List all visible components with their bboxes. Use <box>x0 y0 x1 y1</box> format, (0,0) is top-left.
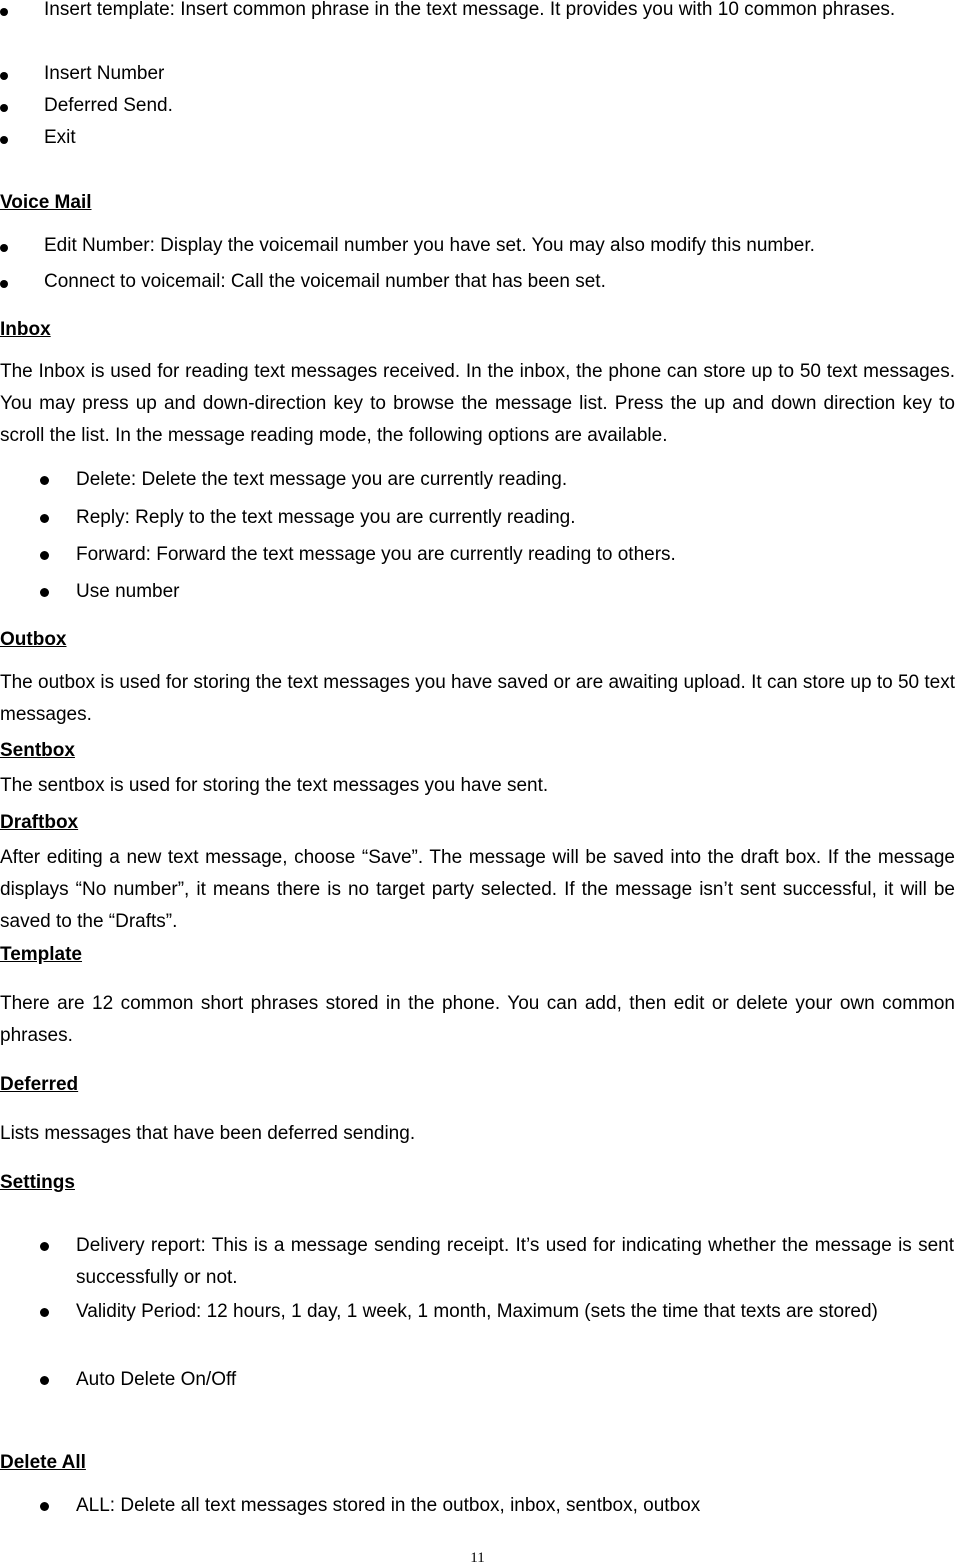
section-heading-voice-mail: Voice Mail <box>0 192 92 213</box>
bullet <box>40 588 49 597</box>
bullet <box>40 551 49 560</box>
section-heading-delete-all: Delete All <box>0 1452 86 1473</box>
bullet <box>0 104 8 112</box>
section-heading-sentbox: Sentbox <box>0 740 75 761</box>
bullet <box>40 1376 49 1385</box>
list-item: Use number <box>76 581 180 602</box>
list-item: Forward: Forward the text message you are currently reading to others. <box>76 544 676 565</box>
list-item: Auto Delete On/Off <box>76 1369 237 1390</box>
section-heading-draftbox: Draftbox <box>0 812 79 833</box>
list-item: Insert template: Insert common phrase in the text message. It provides you with 10 common phrases. <box>44 0 896 20</box>
list-item: Reply: Reply to the text message you are currently reading. <box>76 507 576 528</box>
bullet <box>40 476 49 485</box>
bullet <box>0 280 8 288</box>
bullet <box>40 1242 49 1251</box>
bullet <box>40 514 49 523</box>
bullet <box>0 244 8 252</box>
list-item: Delivery report: This is a message sending receipt. It’s used for indicating whether the message is sent successfully or not. <box>76 1235 954 1288</box>
bullet <box>0 8 8 16</box>
section-heading-deferred: Deferred <box>0 1074 79 1095</box>
bullet <box>40 1308 49 1317</box>
section-heading-template: Template <box>0 944 83 965</box>
page-number: 11 <box>470 1550 485 1566</box>
bullet <box>40 1502 49 1511</box>
paragraph: The Inbox is used for reading text messages received. In the inbox, the phone can store up to 50 text messages. You may press up and down-direction key to browse the message list. Press the up and down direction key to scroll the list. In the message reading mode, the following options are available. <box>0 361 955 446</box>
section-heading-outbox: Outbox <box>0 629 67 650</box>
list-item: Validity Period: 12 hours, 1 day, 1 week, 1 month, Maximum (sets the time that texts are stored) <box>76 1301 878 1322</box>
paragraph: The sentbox is used for storing the text messages you have sent. <box>0 775 549 796</box>
list-item: Exit <box>44 127 76 148</box>
list-item: Delete: Delete the text message you are currently reading. <box>76 469 568 490</box>
bullet <box>0 72 8 80</box>
paragraph: There are 12 common short phrases stored in the phone. You can add, then edit or delete your own common phrases. <box>0 993 955 1046</box>
paragraph: Lists messages that have been deferred sending. <box>0 1123 416 1144</box>
list-item: ALL: Delete all text messages stored in the outbox, inbox, sentbox, outbox <box>76 1495 701 1516</box>
paragraph: The outbox is used for storing the text messages you have saved or are awaiting upload. It can store up to 50 text messages. <box>0 672 955 725</box>
list-item: Connect to voicemail: Call the voicemail number that has been set. <box>44 271 606 292</box>
list-item: Edit Number: Display the voicemail number you have set. You may also modify this number. <box>44 235 815 256</box>
list-item: Insert Number <box>44 63 165 84</box>
section-heading-inbox: Inbox <box>0 319 51 340</box>
paragraph: After editing a new text message, choose “Save”. The message will be saved into the draft box. If the message displays “No number”, it means there is no target party selected. If the message isn’t sent successful, it will be saved to the “Drafts”. <box>0 847 955 932</box>
section-heading-settings: Settings <box>0 1172 75 1193</box>
list-item: Deferred Send. <box>44 95 173 116</box>
bullet <box>0 136 8 144</box>
